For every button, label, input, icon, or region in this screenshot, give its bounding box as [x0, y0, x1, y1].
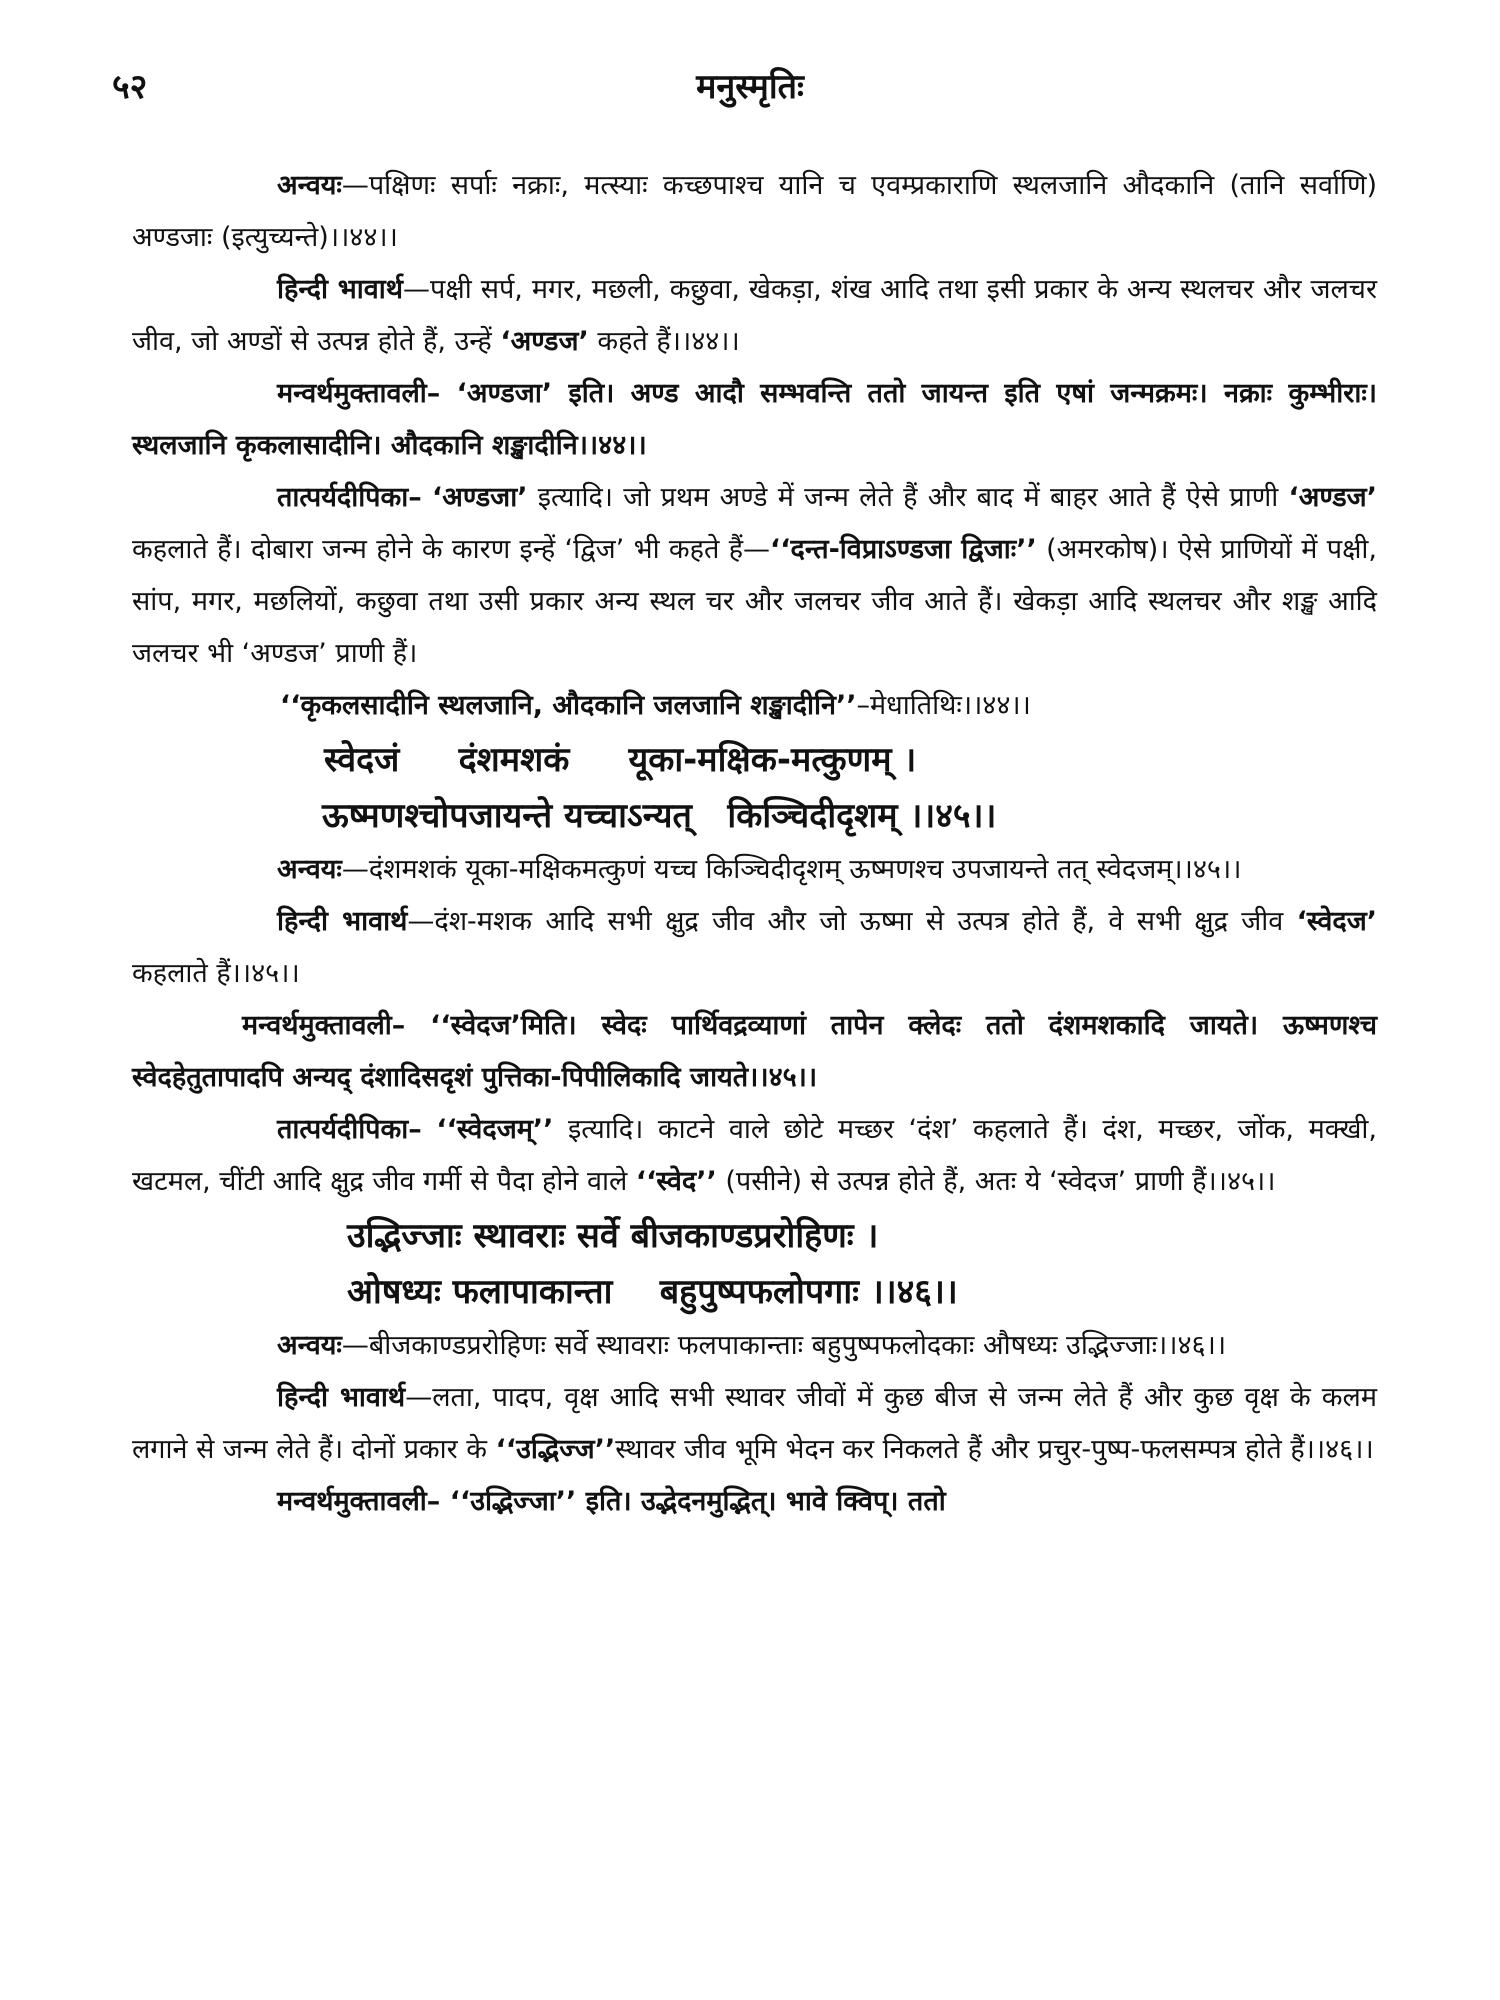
tatparya-text: कहलाते हैं। दोबारा जन्म होने के कारण इन्हें ‘द्विज’ भी कहते हैं— [132, 534, 771, 565]
hindi-term: ‘‘उद्भिज्ज’’ [495, 1434, 616, 1465]
hindi-text: —पक्षी सर्प, मगर, मछली, कछुवा, खेकड़ा, शंख आदि तथा इसी प्रकार के अन्य स्थलचर और जलचर जीव, जो अण्डों से उत्पन्न होते हैं, उन्हें [132, 274, 1377, 357]
manvartha-muktavali-46 [132, 1476, 1377, 1528]
tatparya-label: तात्पर्यदीपिका– [277, 1114, 422, 1145]
hindi-term: ‘स्वेदज’ [1296, 906, 1377, 937]
anvaya-text: —पक्षिणः सर्पाः नक्राः, मत्स्याः कच्छपाश्च यानि च एवम्प्रकाराणि स्थलजानि औदकानि (तानि सर्वाणि) अण्डजाः (इत्युच्यन्ते)।।४४।। [132, 170, 1377, 253]
verse-46-line-1: उद्भिज्जाः स्थावराः सर्वे बीजकाण्डप्ररोहिणः । [347, 1216, 879, 1256]
quote-source: –मेधातिथिः।।४४।। [856, 690, 1031, 721]
hindi-label: हिन्दी भावार्थ [277, 1382, 406, 1413]
page-body [132, 160, 1377, 1528]
quote-text: ‘‘कृकलसादीनि स्थलजानि, औदकानि जलजानि शङ्खादीनि’’ [280, 690, 857, 721]
hindi-end: कहलाते हैं।।४५।। [132, 958, 300, 989]
anvaya-text: —दंशमशकं यूका-मक्षिकमत्कुणं यच्च किञ्चिदीदृशम् ऊष्मणश्च उपजायन्ते तत् स्वेदजम्।।४५।। [341, 854, 1242, 885]
mukta-text: ‘‘उद्भिज्जा’’ इति। उद्भेदनमुद्भित्। भावे क्विप्। ततो [449, 1486, 946, 1517]
anvaya-46 [132, 1320, 1377, 1372]
mukta-text: ‘अण्डजा’ इति। अण्ड आदौ सम्भवन्ति ततो जायन्त इति एषां जन्मक्रमः। नक्राः कुम्भीराः। स्थलजानि कृकलासादीनि। औदकानि शङ्खादीनि।।४४।। [132, 378, 1378, 461]
verse-46-line-2: ओषध्यः फलापाकान्ता बहुपुष्पफलोपगाः ।।४६।। [347, 1272, 958, 1312]
hindi-label: हिन्दी भावार्थ [277, 906, 408, 937]
tatparya-dipika-45 [132, 1104, 1377, 1208]
tatparya-term: ‘अण्डजा’ [432, 482, 528, 513]
anvaya-45 [132, 844, 1377, 896]
mukta-label: मन्वर्थमुक्तावली– [277, 378, 441, 409]
verse-45-line-2: ऊष्मणश्चोपजायन्ते यच्चाऽन्यत् किञ्चिदीदृशम् ।।४५।। [322, 796, 997, 836]
anvaya-text: —बीजकाण्डप्ररोहिणः सर्वे स्थावराः फलपाकान्ताः बहुपुष्पफलोदकाः औषध्यः उद्भिज्जाः।।४६।। [341, 1330, 1227, 1361]
manvartha-muktavali-44 [132, 368, 1377, 472]
tatparya-text: इत्यादि। काटने वाले छोटे मच्छर ‘दंश’ कहलाते हैं। दंश, मच्छर, जोंक, मक्खी, खटमल, चींटी आदि क्षुद्र जीव गर्मी से पैदा होने वाले [132, 1114, 1377, 1197]
page-number: ५२ [112, 67, 148, 107]
manvartha-muktavali-45 [132, 1000, 1377, 1104]
medhatithi-quote [280, 680, 1377, 732]
mukta-text: ‘‘स्वेदज’मिति। स्वेदः पार्थिवद्रव्याणां तापेन क्लेदः ततो दंशमशकादि जायते। ऊष्मणश्च स्वेदहेतुतापादपि अन्यद् दंशादिसदृशं पुत्तिका-पिपीलिकादि जायते।।४५।। [132, 1010, 1377, 1093]
hindi-bhavarth-46 [132, 1372, 1377, 1476]
hindi-text: —दंश-मशक आदि सभी क्षुद्र जीव और जो ऊष्मा से उत्पत्र होते हैं, वे सभी क्षुद्र जीव [407, 906, 1284, 937]
anvaya-label: अन्वयः [277, 1330, 342, 1361]
hindi-bhavarth-44 [132, 264, 1377, 368]
hindi-text: —लता, पादप, वृक्ष आदि सभी स्थावर जीवों में कुछ बीज से जन्म लेते हैं और कुछ वृक्ष के कलम लगाने से जन्म लेते हैं। दोनों प्रकार के [132, 1382, 1377, 1465]
anvaya-44 [132, 160, 1377, 264]
tatparya-term: ‘‘स्वेदजम्’’ [436, 1114, 554, 1145]
hindi-term: ‘अण्डज’ [500, 326, 589, 357]
hindi-label: हिन्दी भावार्थ [277, 274, 404, 305]
anvaya-label: अन्वयः [277, 170, 342, 201]
page-title: मनुस्मृतिः [696, 67, 804, 107]
tatparya-text: इत्यादि। जो प्रथम अण्डे में जन्म लेते हैं और बाद में बाहर आते हैं ऐसे प्राणी [537, 482, 1279, 513]
tatparya-text: (अमरकोष)। ऐसे प्राणियों में पक्षी, सांप, मगर, मछलियों, कछुवा तथा उसी प्रकार अन्य स्थल चर और जलचर जीव आते हैं। खेकड़ा आदि स्थलचर और शङ्ख आदि जलचर भी ‘अण्डज’ प्राणी हैं। [132, 534, 1377, 669]
tatparya-term: ‘अण्डज’ [1288, 482, 1377, 513]
tatparya-text: (पसीने) से उत्पन्न होते हैं, अतः ये ‘स्वेदज’ प्राणी हैं।।४५।। [725, 1166, 1276, 1197]
tatparya-label: तात्पर्यदीपिका– [277, 482, 422, 513]
hindi-end: कहते हैं।।४४।। [597, 326, 740, 357]
tatparya-term: ‘‘स्वेद’’ [635, 1166, 717, 1197]
hindi-end: स्थावर जीव भूमि भेदन कर निकलते हैं और प्रचुर-पुष्प-फलसम्पत्र होते हैं।।४६।। [615, 1434, 1374, 1465]
tatparya-quote: ‘‘दन्त-विप्राऽण्डजा द्विजाः’’ [770, 534, 1037, 565]
tatparya-dipika-44 [132, 472, 1377, 680]
anvaya-label: अन्वयः [277, 854, 342, 885]
verse-45-line-1: स्वेदजं दंशमशकं यूका-मक्षिक-मत्कुणम् । [324, 740, 917, 780]
mukta-label: मन्वर्थमुक्तावली– [242, 1010, 406, 1041]
hindi-bhavarth-45 [132, 896, 1377, 1000]
mukta-label: मन्वर्थमुक्तावली– [277, 1486, 441, 1517]
